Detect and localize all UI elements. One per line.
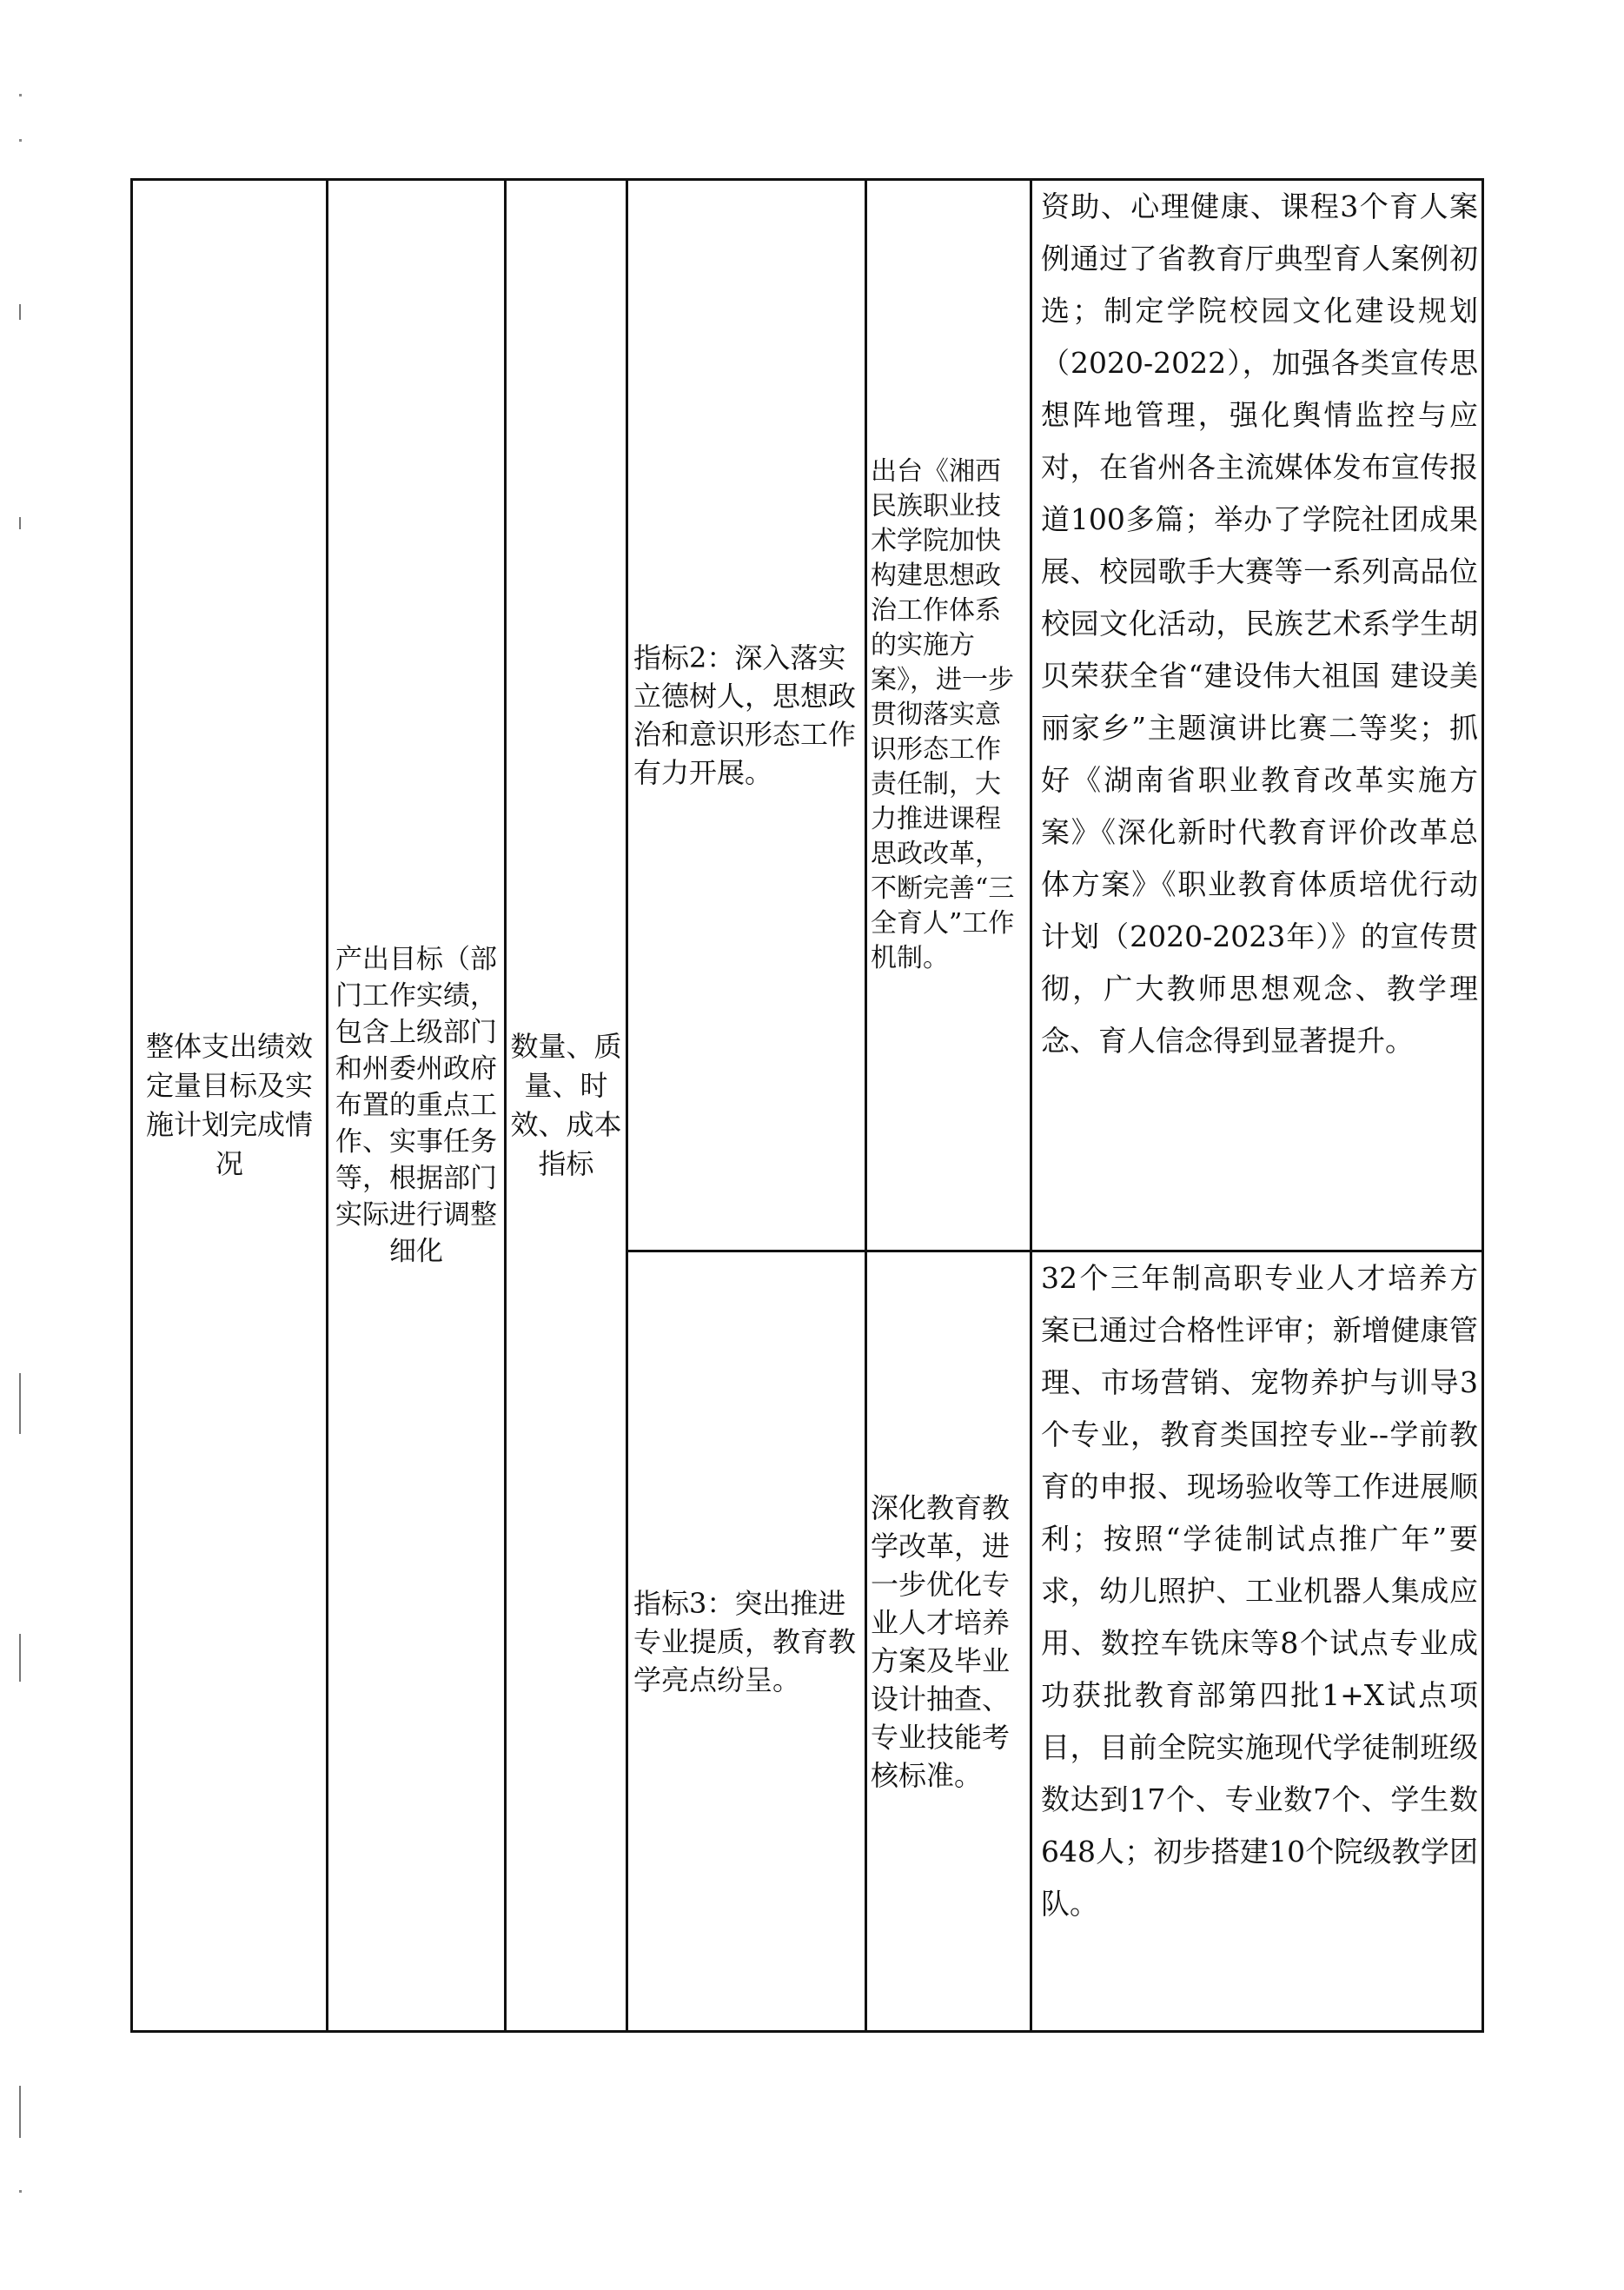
target-type-text: 产出目标（部门工作实绩，包含上级部门和州委州政府布置的重点工作、实事任务等，根据部门实际进行调整细化 <box>335 944 497 1267</box>
indicator-text: 指标3：突出推进专业提质，教育教学亮点纷呈。 <box>633 1586 857 1696</box>
measure-cell <box>866 180 1031 1251</box>
scan-edge-marks <box>19 0 28 2290</box>
result-text: 资助、心理健康、课程3个育人案例通过了省教育厅典型育人案例初选；制定学院校园文化建设规划（2020-2022），加强各类宣传思想阵地管理，强化舆情监控与应对，在省州各主流媒体发布宣传报道100多篇；举办了学院社团成果展、校园歌手大赛等一系列高品位校园文化活动，民族艺术系学生胡贝荣获全省“建设伟大祖国 建设美丽家乡”主题演讲比赛二等奖；抓好《湖南省职业教育改革实施方案》《深化新时代教育评价改革总体方案》《职业教育体质培优行动计划（2020-2023年）》的宣传贯彻，广大教师思想观念、教学理念、育人信念得到显著提升。 <box>1041 189 1478 1058</box>
table-row <box>132 180 1483 1251</box>
category-text: 整体支出绩效定量目标及实施计划完成情况 <box>145 1030 313 1180</box>
measure-text: 深化教育教学改革，进一步优化专业人才培养方案及毕业设计抽查、专业技能考核标准。 <box>871 1490 1011 1792</box>
result-cell <box>1031 1251 1483 2032</box>
result-text: 32个三年制高职专业人才培养方案已通过合格性评审；新增健康管理、市场营销、宠物养护与训导3个专业，教育类国控专业--学前教育的申报、现场验收等工作进展顺利；按照“学徒制试点推广年”要求，幼儿照护、工业机器人集成应用、数控车铣床等8个试点专业成功获批教育部第四批1+X试点项目，目前全院实施现代学徒制班级数达到17个、专业数7个、学生数648人；初步搭建10个院级教学团队。 <box>1041 1261 1478 1921</box>
measure-text: 出台《湘西民族职业技术学院加快构建思想政治工作体系的实施方案》，进一步贯彻落实意识形态工作责任制，大力推进课程思政改革，不断完善“三全育人”工作机制。 <box>871 456 1015 973</box>
performance-table <box>130 178 1484 2033</box>
result-cell <box>1031 180 1483 1251</box>
category-cell <box>132 180 328 2032</box>
indicator-class-cell <box>506 180 627 2032</box>
measure-cell <box>866 1251 1031 2032</box>
indicator-cell <box>627 180 866 1251</box>
target-type-cell <box>328 180 506 2032</box>
indicator-cell <box>627 1251 866 2032</box>
indicator-class-text: 数量、质量、时效、成本指标 <box>510 1030 622 1180</box>
indicator-text: 指标2：深入落实立德树人，思想政治和意识形态工作有力开展。 <box>633 641 857 789</box>
